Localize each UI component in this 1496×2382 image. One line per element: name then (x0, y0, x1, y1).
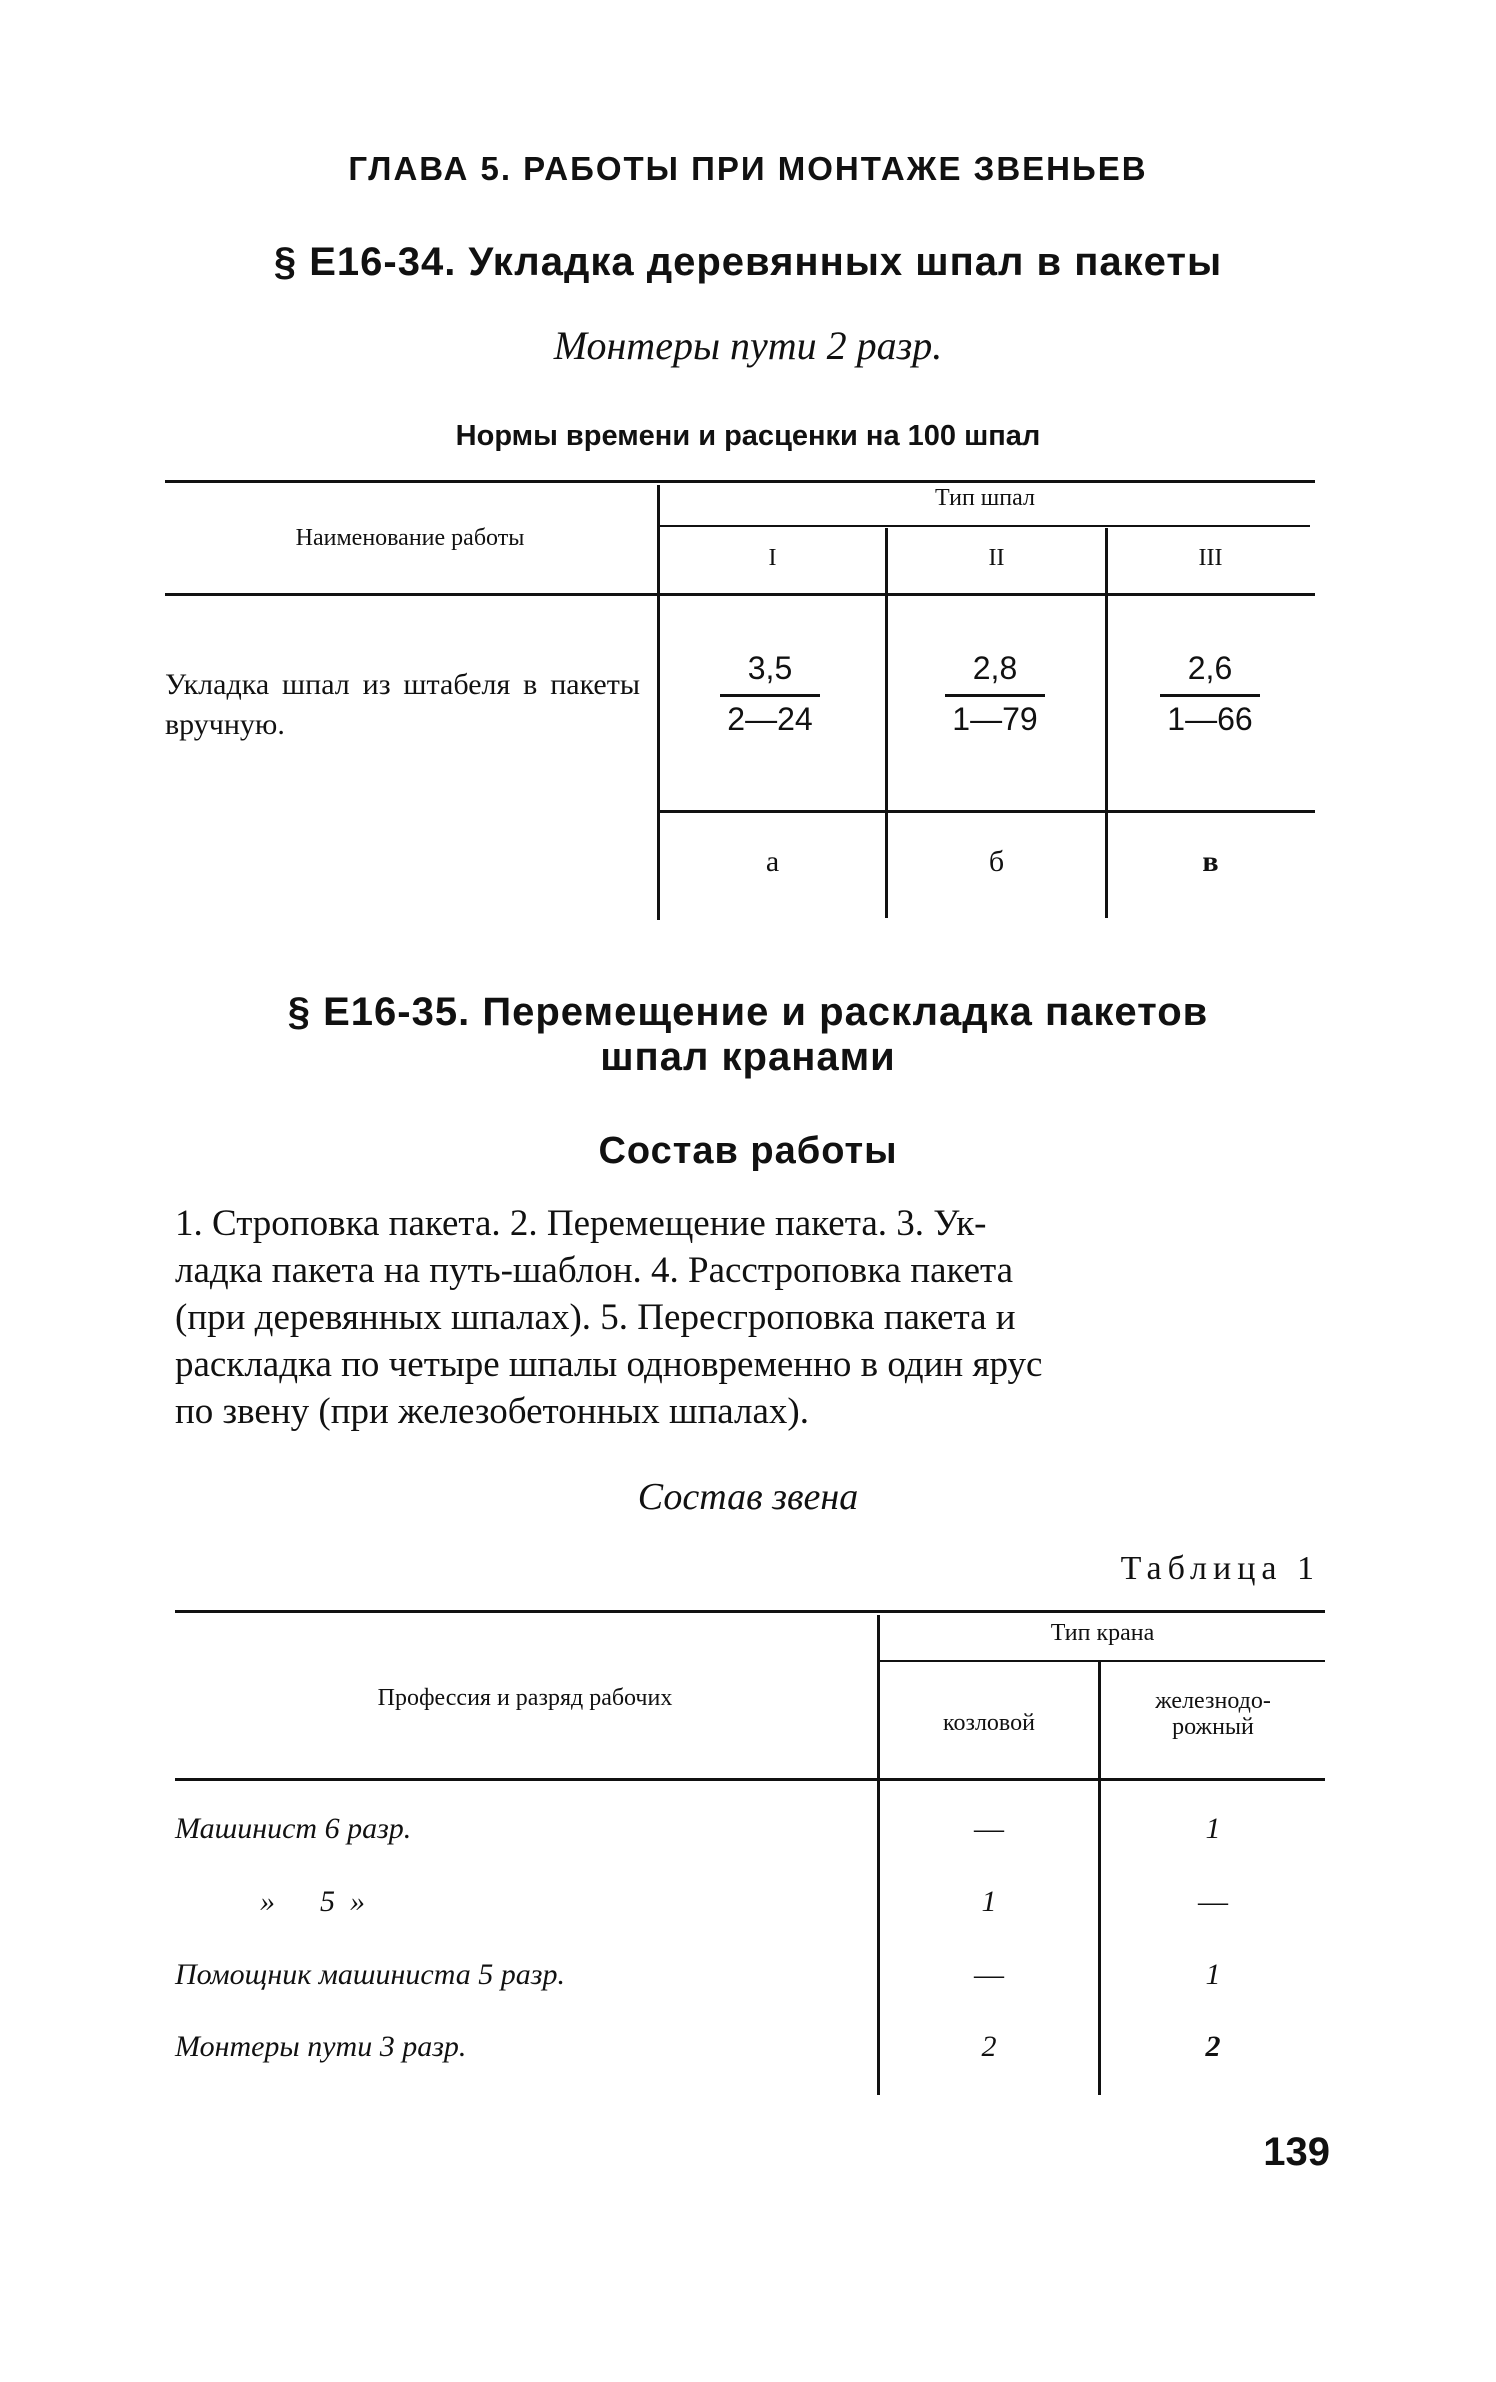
row-value: 2 (981, 2030, 997, 2063)
composition-line: 1. Строповка пакета. 2. Перемещение пакета. 3. Ук- (175, 1203, 987, 1244)
row-value: 1 (1205, 1812, 1221, 1845)
crew-heading: Состав звена (637, 1476, 859, 1518)
table-top-rule (165, 480, 1315, 483)
letters-rule (660, 810, 1315, 813)
col-header-railway (1101, 1688, 1325, 1740)
row-value: — (974, 1812, 1004, 1845)
col-header-profession: Профессия и разряд рабочих (377, 1685, 673, 1711)
fraction-bar (1160, 694, 1260, 697)
row-value: — (1198, 1885, 1228, 1918)
norm-I: 3,5 (747, 650, 793, 686)
col-header-work: Наименование работы (295, 525, 525, 551)
value-III (1140, 650, 1280, 738)
row-value: — (974, 1958, 1004, 1991)
value-I (700, 650, 840, 738)
composition-line: ладка пакета на путь-шаблон. 4. Расстроповка пакета (175, 1250, 1014, 1291)
table-caption: Нормы времени и расценки на 100 шпал (455, 420, 1041, 452)
crew-line: Монтеры пути 2 разр. (553, 323, 943, 368)
table2-top-rule (175, 1610, 1325, 1613)
type-III: III (1198, 545, 1223, 571)
section-title-e16-35: § Е16-35. Перемещение и раскладка пакетов (287, 990, 1209, 1034)
norm-III: 2,6 (1187, 650, 1233, 686)
composition-line: раскладка по четыре шпалы одновременно в один ярус (175, 1344, 1043, 1385)
rate-III: 1—66 (1167, 701, 1253, 737)
type-I: I (768, 545, 777, 571)
row-value: 2 (1205, 2030, 1221, 2063)
type-II: II (988, 545, 1005, 571)
row-value: 1 (981, 1885, 997, 1918)
group-rule (660, 525, 1310, 527)
rate-I: 2—24 (727, 701, 813, 737)
col-header-railway-line2: рожный (1172, 1714, 1254, 1740)
norm-II: 2,8 (972, 650, 1018, 686)
rate-II: 1—79 (952, 701, 1038, 737)
col-header-railway-line1: железнодо- (1155, 1688, 1271, 1714)
row-label: » 5 » (260, 1885, 365, 1918)
letter-a: а (765, 845, 780, 878)
row-label: Монтеры пути 3 разр. (175, 2030, 467, 2063)
header-bottom-rule (165, 593, 1315, 596)
value-II (925, 650, 1065, 738)
col-header-gantry: козловой (943, 1710, 1035, 1736)
col-header-type: Тип шпал (935, 485, 1035, 511)
composition-line: (при деревянных шпалах). 5. Пересгроповка пакета и (175, 1297, 1016, 1338)
composition-text (175, 1200, 1325, 1435)
table2-group-rule (880, 1660, 1325, 1662)
section-title-e16-35-line2: шпал кранами (600, 1035, 896, 1079)
fraction-bar (945, 694, 1045, 697)
composition-heading: Состав работы (598, 1130, 898, 1172)
page-number: 139 (1263, 2130, 1330, 2174)
composition-line: по звену (при железобетонных шпалах). (175, 1391, 809, 1432)
col-divider (877, 1615, 880, 2095)
fraction-bar (720, 694, 820, 697)
row-label: Машинист 6 разр. (175, 1812, 412, 1845)
row-value: 1 (1205, 1958, 1221, 1991)
letter-b: б (988, 845, 1005, 878)
row-label: Укладка шпал из штабеля в пакеты вручную. (165, 668, 640, 741)
col-header-crane-type: Тип крана (1050, 1620, 1155, 1646)
letter-v: в (1202, 845, 1219, 878)
table-label: Таблица 1 (1120, 1550, 1320, 1587)
row-label: Помощник машиниста 5 разр. (175, 1958, 565, 1991)
table2-header-bottom-rule (175, 1778, 1325, 1781)
chapter-heading: ГЛАВА 5. РАБОТЫ ПРИ МОНТАЖЕ ЗВЕНЬЕВ (348, 150, 1148, 187)
section-title-e16-34: § Е16-34. Укладка деревянных шпал в пакеты (273, 240, 1223, 284)
